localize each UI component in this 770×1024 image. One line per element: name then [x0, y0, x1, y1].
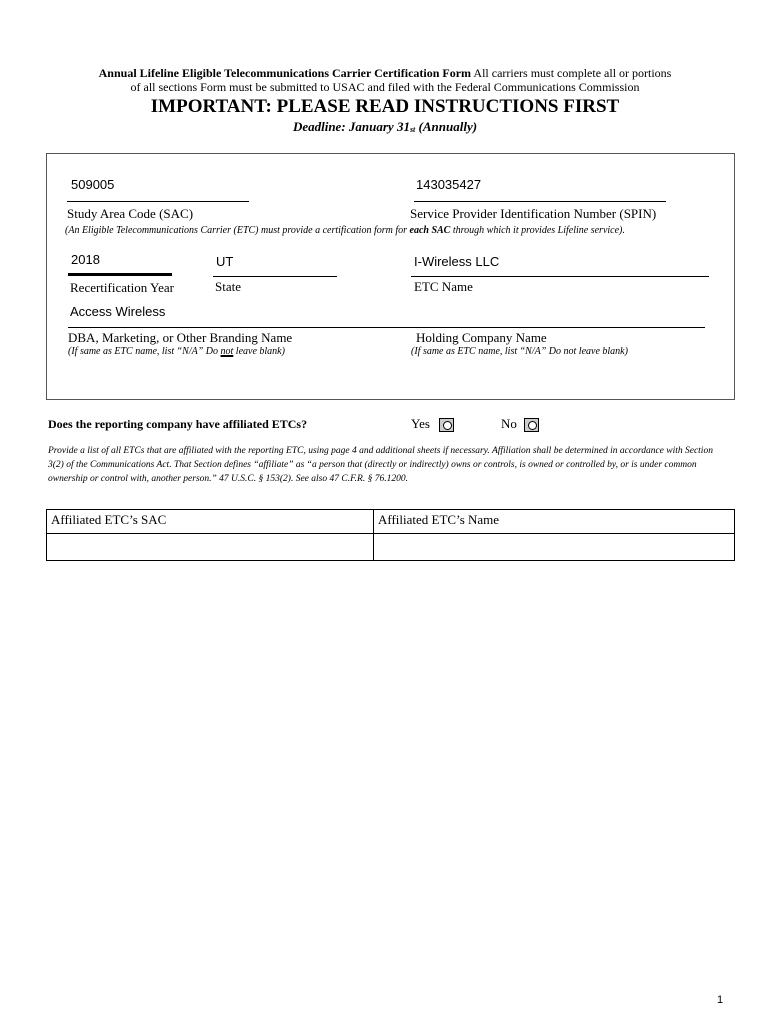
etc-name-label: ETC Name: [414, 279, 473, 294]
state-field[interactable]: UT: [216, 254, 234, 269]
no-option[interactable]: [501, 416, 539, 432]
affiliation-instructions: Provide a list of all ETCs that are affiliated with the reporting ETC, using page 4 and additional sheets if necessary. Affiliation shall be determined in accordance with Section 3(2) of the Communications Act. That Section defines “affiliate” as “a person that (directly or indirectly) owns or controls, is owned or controlled by, or is under common ownership or control with, another person.” 47 U.S.C. § 153(2). See also 47 C.F.R. § 76.1200.: [48, 446, 713, 484]
dba-note-end: leave blank): [233, 346, 285, 357]
dba-underline: [68, 327, 705, 328]
no-radio[interactable]: [524, 418, 539, 432]
deadline-sup: st: [409, 125, 416, 134]
dba-note-not: not: [220, 346, 234, 357]
etc-underline: [411, 276, 709, 277]
header-name: Affiliated ETC’s Name: [374, 510, 735, 534]
sac-note-end: through which it provides Lifeline service).: [450, 225, 625, 236]
dba-note-text: (If same as ETC name, list “N/A” Do: [68, 346, 221, 357]
state-underline: [213, 276, 337, 277]
deadline-text: Deadline: January 31: [292, 119, 410, 134]
no-label: No: [501, 416, 517, 431]
state-label: State: [215, 279, 241, 294]
deadline-post: (Annually): [415, 119, 478, 134]
spin-field[interactable]: 143035427: [416, 177, 482, 192]
yes-radio[interactable]: [439, 418, 454, 432]
deadline: [0, 119, 770, 137]
sac-note-bold: each SAC: [409, 225, 451, 236]
etc-name-field[interactable]: I-Wireless LLC: [414, 254, 500, 269]
yes-option[interactable]: [411, 416, 454, 432]
yes-label: Yes: [411, 416, 430, 431]
sac-underline: [67, 201, 249, 202]
dba-label: DBA, Marketing, or Other Branding Name: [68, 330, 293, 345]
form-title-rest: All carriers must complete all or portions: [473, 66, 672, 80]
holding-company-note: (If same as ETC name, list “N/A” Do not leave blank): [411, 346, 628, 357]
year-underline: [68, 273, 172, 276]
sac-label: Study Area Code (SAC): [67, 206, 194, 221]
table-header-row: [47, 510, 735, 534]
important-heading: IMPORTANT: PLEASE READ INSTRUCTIONS FIRST: [150, 96, 620, 117]
affiliated-sac-cell[interactable]: [47, 534, 374, 561]
holding-company-label: Holding Company Name: [416, 330, 547, 345]
spin-underline: [414, 201, 666, 202]
sac-note-text: (An Eligible Telecommunications Carrier (ETC) must provide a certification form for: [65, 225, 410, 236]
form-title-line2: of all sections Form must be submitted to USAC and filed with the Federal Communications Commission: [130, 80, 640, 94]
spin-label: Service Provider Identification Number (SPIN): [410, 206, 657, 221]
dba-field[interactable]: Access Wireless: [70, 304, 166, 319]
header-sac: Affiliated ETC’s SAC: [47, 510, 374, 534]
year-field[interactable]: 2018: [71, 252, 100, 267]
table-row: [47, 534, 735, 561]
affiliated-etc-table: [46, 509, 735, 561]
page-number: 1: [717, 994, 724, 1006]
affiliated-name-cell[interactable]: [374, 534, 735, 561]
dba-note: [68, 346, 285, 357]
affiliated-question: Does the reporting company have affiliated ETCs?: [48, 417, 308, 431]
sac-field[interactable]: 509005: [71, 177, 115, 192]
sac-note: [65, 225, 725, 236]
form-title: Annual Lifeline Eligible Telecommunications Carrier Certification Form: [98, 66, 472, 80]
form-title-block: [0, 66, 770, 94]
year-label: Recertification Year: [70, 280, 174, 295]
